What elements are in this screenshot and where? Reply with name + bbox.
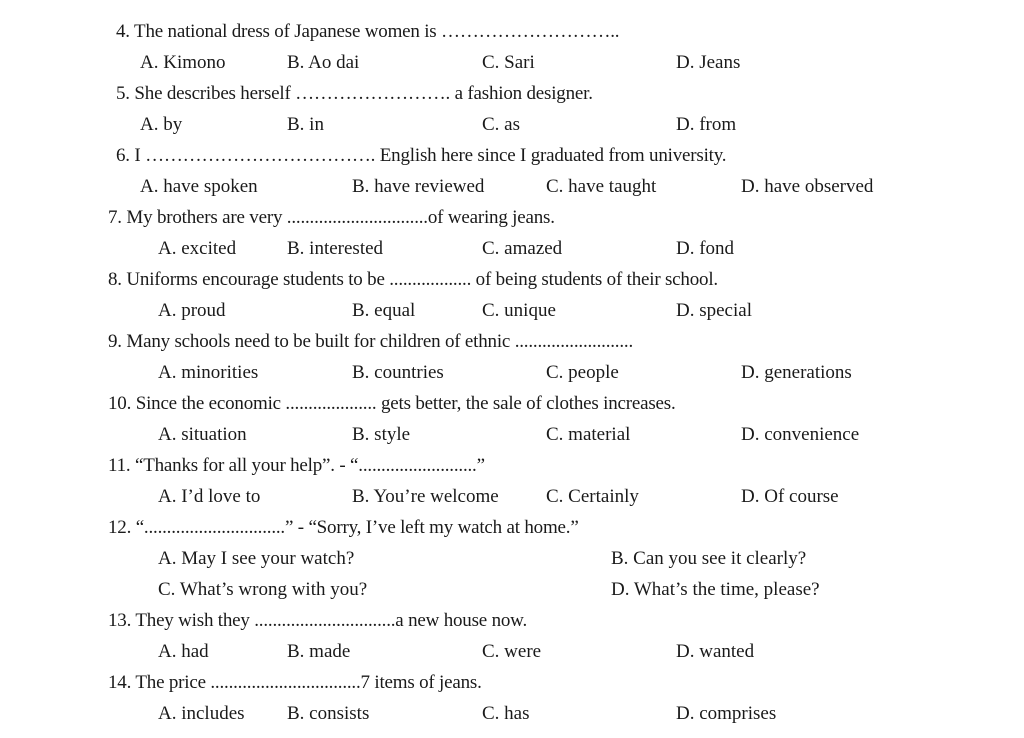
question-stem-5: 5. She describes herself ……………………. a fashion designer. [116,83,593,104]
option-d: D. special [676,300,752,321]
option-d: D. have observed [741,176,874,197]
option-c: C. amazed [482,238,563,259]
option-d: D. comprises [676,703,777,724]
option-b: B. You’re welcome [352,486,499,507]
question-stem-14: 14. The price .................................7 items of jeans. [108,672,482,693]
question-stem-10: 10. Since the economic .................... gets better, the sale of clothes increases. [108,393,676,414]
option-d: D. What’s the time, please? [611,579,820,600]
question-stem-13: 13. They wish they ...............................a new house now. [108,610,528,631]
option-b: B. Can you see it clearly? [611,548,807,569]
option-b: B. in [287,114,324,135]
option-b: B. interested [287,238,384,259]
option-a: A. excited [158,238,237,259]
option-c: C. have taught [546,176,657,197]
option-c: C. people [546,362,619,383]
option-d: D. Jeans [676,52,741,73]
option-b: B. consists [287,703,370,724]
option-a: A. includes [158,703,245,724]
option-b: B. countries [352,362,444,383]
option-d: D. wanted [676,641,755,662]
option-a: A. have spoken [140,176,258,197]
question-stem-9: 9. Many schools need to be built for children of ethnic .......................... [108,331,633,352]
question-stem-6: 6. I ………………………………. English here since I graduated from university. [116,145,727,166]
option-a: A. May I see your watch? [158,548,355,569]
question-stem-12: 12. “...............................” - “Sorry, I’ve left my watch at home.” [108,517,579,538]
option-d: D. generations [741,362,852,383]
question-stem-11: 11. “Thanks for all your help”. - “..........................” [108,455,485,476]
option-a: A. proud [158,300,226,321]
option-a: A. Kimono [140,52,226,73]
option-c: C. What’s wrong with you? [158,579,368,600]
option-d: D. convenience [741,424,860,445]
option-c: C. material [546,424,631,445]
question-stem-7: 7. My brothers are very ...............................of wearing jeans. [108,207,555,228]
option-a: A. situation [158,424,247,445]
question-stem-4: 4. The national dress of Japanese women is ……………………….. [116,21,620,42]
option-d: D. Of course [741,486,839,507]
option-a: A. by [140,114,183,135]
option-a: A. I’d love to [158,486,261,507]
option-d: D. from [676,114,737,135]
option-c: C. unique [482,300,556,321]
option-b: B. equal [352,300,416,321]
option-b: B. style [352,424,411,445]
option-c: C. were [482,641,542,662]
option-c: C. Certainly [546,486,639,507]
option-d: D. fond [676,238,735,259]
option-c: C. as [482,114,520,135]
option-b: B. Ao dai [287,52,360,73]
option-c: C. has [482,703,530,724]
option-a: A. minorities [158,362,259,383]
option-a: A. had [158,641,209,662]
option-c: C. Sari [482,52,535,73]
option-b: B. made [287,641,351,662]
question-stem-8: 8. Uniforms encourage students to be .................. of being students of their school. [108,269,718,290]
option-b: B. have reviewed [352,176,485,197]
